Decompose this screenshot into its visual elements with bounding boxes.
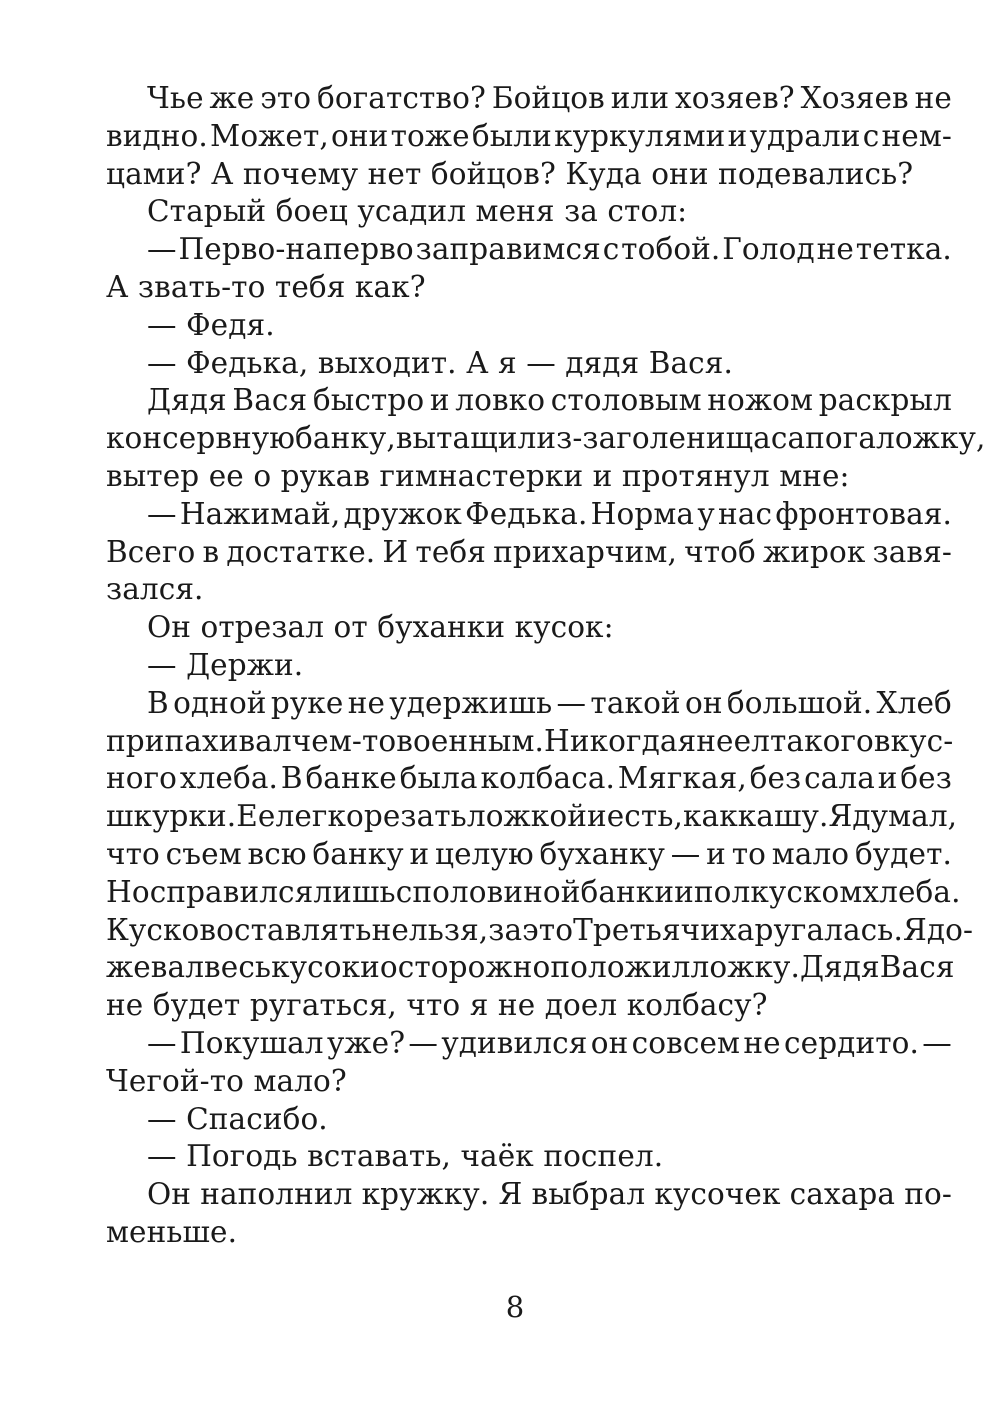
text-line: жевал весь кусок и осторожно положил ложку. Дядя Вася bbox=[106, 950, 955, 985]
text-line: — Федя. bbox=[147, 307, 275, 342]
text-line: припахивал чем-то военным. Никогда я не ел такого вкус- bbox=[106, 723, 954, 758]
text-line: зался. bbox=[106, 572, 204, 607]
text-line: Чегой-то мало? bbox=[106, 1063, 347, 1098]
text-line: Он отрезал от буханки кусок: bbox=[147, 610, 614, 645]
text-line: — Перво-наперво заправимся с тобой. Голод не тетка. bbox=[147, 232, 952, 267]
text-line: шкурки. Ее легко резать ложкой и есть, как кашу. Я думал, bbox=[106, 799, 958, 834]
text-line: цами? А почему нет бойцов? Куда они подевались? bbox=[106, 156, 914, 191]
text-line: Кусков оставлять нельзя, за это Третьячиха ругалась. Я до- bbox=[106, 912, 974, 947]
text-line: — Федька, выходит. А я — дядя Вася. bbox=[147, 345, 733, 380]
text-line: меньше. bbox=[106, 1214, 238, 1249]
text-line: — Нажимай, дружок Федька. Норма у нас фронтовая. bbox=[147, 496, 952, 531]
text-line: — Держи. bbox=[147, 647, 304, 682]
text-line: В одной руке не удержишь — такой он большой. Хлеб bbox=[147, 685, 952, 720]
page-number: 8 bbox=[505, 1290, 525, 1324]
text-line: консервную банку, вытащил из-за голенища сапога ложку, bbox=[106, 421, 986, 456]
text-line: Всего в достатке. И тебя прихарчим, чтоб жирок завя- bbox=[106, 534, 952, 569]
text-line: Но справился лишь с половиной банки и полкуском хлеба. bbox=[106, 874, 961, 909]
text-line: Старый боец усадил меня за стол: bbox=[147, 194, 688, 229]
text-line: — Спасибо. bbox=[147, 1101, 328, 1136]
text-line: вытер ее о рукав гимнастерки и протянул мне: bbox=[106, 458, 850, 493]
text-line: видно. Может, они тоже были куркулями и удрали с нем- bbox=[106, 118, 952, 153]
text-line: Он наполнил кружку. Я выбрал кусочек сахара по- bbox=[147, 1177, 952, 1212]
text-line: А звать-то тебя как? bbox=[106, 269, 426, 304]
text-line: что съем всю банку и целую буханку — и то мало будет. bbox=[106, 836, 952, 871]
text-line: Дядя Вася быстро и ловко столовым ножом раскрыл bbox=[147, 383, 952, 418]
text-line: Чье же это богатство? Бойцов или хозяев? Хозяев не bbox=[147, 81, 952, 115]
text-line: — Покушал уже? — удивился он совсем не сердито. — bbox=[147, 1025, 952, 1060]
text-line: — Погодь вставать, чаёк поспел. bbox=[147, 1139, 664, 1174]
body-text bbox=[106, 80, 986, 1252]
text-line: не будет ругаться, что я не доел колбасу? bbox=[106, 988, 768, 1023]
text-line: ного хлеба. В банке была колбаса. Мягкая, без сала и без bbox=[106, 761, 952, 796]
